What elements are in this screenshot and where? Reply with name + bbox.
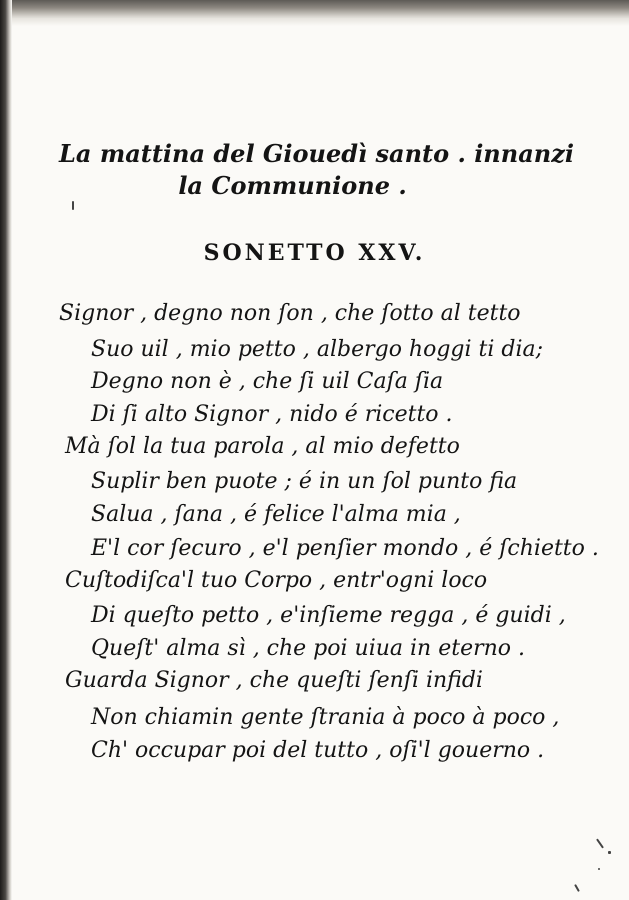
poem-line: Di ſi alto Signor , nido é ricetto . (91, 402, 453, 427)
poem-line: Di queſto petto , e'inſieme regga , é guidi , (91, 603, 566, 628)
poem-line: Suplir ben puote ; é in un ſol punto fia (91, 469, 518, 494)
poem-line: Degno non è , che ſi uil Caſa ſia (91, 369, 444, 394)
poem-line: Mà ſol la tua parola , al mio defetto (65, 434, 460, 459)
poem-line: Suo uil , mio petto , albergo hoggi ti dia; (91, 337, 544, 362)
poem-line: Salua , ſana , é felice l'alma mia , (91, 502, 461, 527)
poem-line: E'l cor ſecuro , e'l penſier mondo , é ſchietto . (91, 536, 599, 561)
poem-line: Non chiamin gente ſtrania à poco à poco , (91, 705, 560, 730)
poem-line: Queſt' alma sì , che poi uiua in eterno . (91, 636, 526, 661)
heading-line-1: La mattina del Giouedì santo . innanzi (59, 139, 574, 168)
poem-line: Guarda Signor , che queſti ſenſi infidi (65, 668, 483, 693)
heading-line-2: la Communione . (178, 171, 407, 200)
poem-line: Signor , degno non ſon , che ſotto al tetto (59, 301, 521, 326)
poem-line: Ch' occupar poi del tutto , oſi'l gouerno . (91, 738, 545, 763)
poem-line: Cuſtodiſca'l tuo Corpo , entr'ogni loco (65, 568, 488, 593)
sonnet-title: SONETTO XXV. (203, 240, 426, 266)
